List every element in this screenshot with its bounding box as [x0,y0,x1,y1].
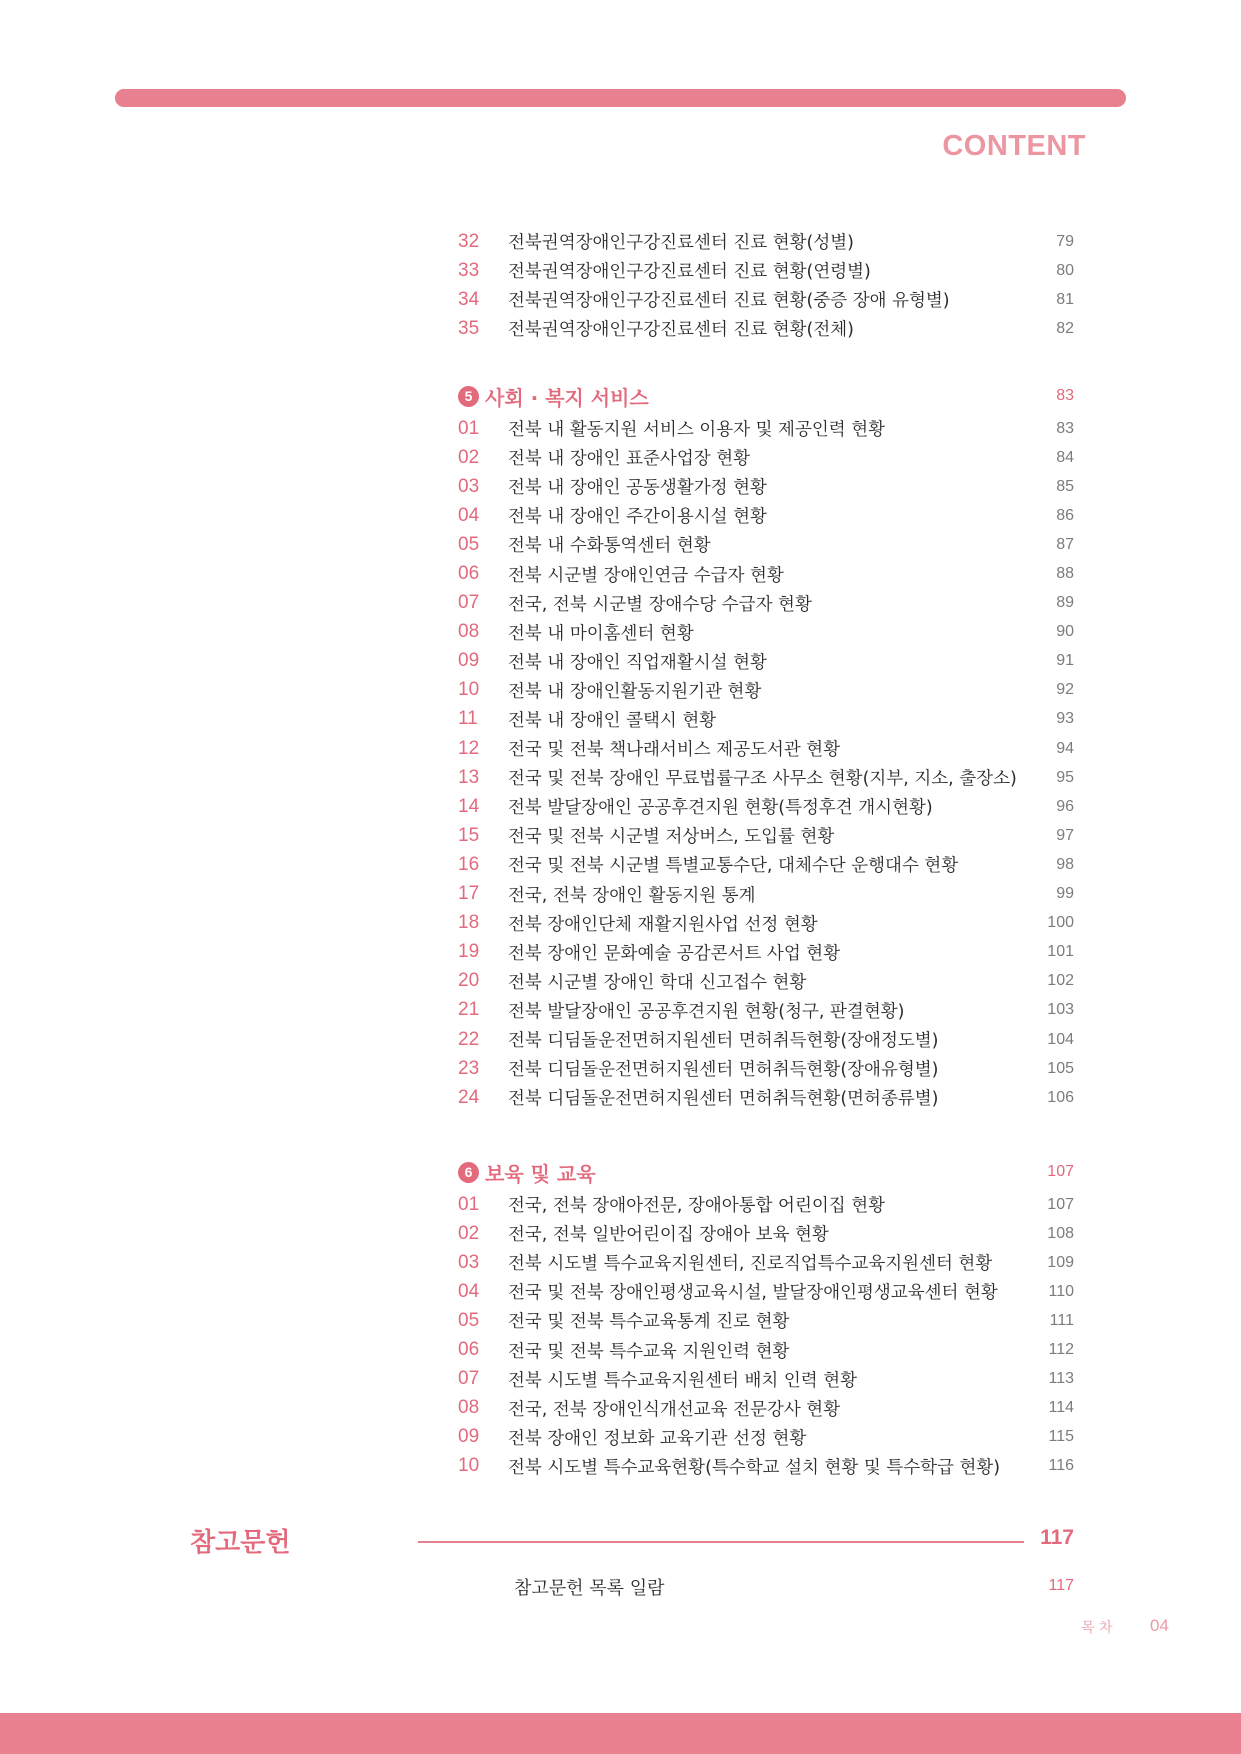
toc-entry-title: 전국 및 전북 시군별 저상버스, 도입률 현황 [508,827,835,848]
toc-entry[interactable] [458,763,1074,792]
toc-entry-page: 113 [1048,1370,1074,1388]
toc-entry-number: 06 [458,1339,480,1361]
toc-entry[interactable] [458,285,1074,314]
toc-entry-number: 03 [458,1251,480,1273]
references-heading[interactable]: 참고문헌 [190,1528,291,1558]
toc-entry-title: 전국, 전북 장애아전문, 장애아통합 어린이집 현황 [508,1196,886,1217]
toc-entry-page: 97 [1056,826,1074,844]
toc-entry-title: 전북 장애인 문화예술 공감콘서트 사업 현황 [508,943,841,964]
toc-entry[interactable] [458,1190,1074,1219]
toc-entry-title: 전북권역장애인구강진료센터 진료 현황(전체) [508,320,854,341]
toc-entry-page: 84 [1056,448,1074,466]
toc-entry-title: 전북 디딤돌운전면허지원센터 면허취득현황(장애유형별) [508,1060,939,1081]
toc-entry-number: 02 [458,446,480,468]
toc-entry-title: 전북 내 활동지원 서비스 이용자 및 제공인력 현황 [508,420,886,441]
toc-entry[interactable] [458,530,1074,559]
toc-entry-number: 23 [458,1057,480,1079]
toc-entry[interactable] [458,880,1074,909]
toc-entry-number: 19 [458,941,480,963]
toc-entry-page: 87 [1056,535,1074,553]
toc-entry-number: 34 [458,288,480,310]
toc-entry-page: 116 [1048,1457,1074,1475]
toc-entry-page: 114 [1048,1399,1074,1417]
toc-entry-title: 전북 발달장애인 공공후견지원 현황(특정후견 개시현황) [508,798,933,819]
toc-entry[interactable] [458,1452,1074,1481]
toc-entry-number: 33 [458,259,480,281]
toc-section-5 [458,378,1074,1112]
toc-entry-number: 01 [458,417,480,439]
toc-entry-number: 24 [458,1086,480,1108]
toc-entry[interactable] [458,472,1074,501]
toc-entry-title: 전국 및 전북 장애인평생교육시설, 발달장애인평생교육센터 현황 [508,1283,998,1304]
toc-entry-number: 03 [458,475,480,497]
toc-entry-title: 전북권역장애인구강진료센터 진료 현황(중증 장애 유형별) [508,291,950,312]
toc-entry[interactable] [458,1306,1074,1335]
toc-entry[interactable] [458,1083,1074,1112]
toc-entry[interactable] [458,443,1074,472]
toc-entry-number: 08 [458,1397,480,1419]
toc-entry-title: 전북 시도별 특수교육지원센터 배치 인력 현황 [508,1370,858,1391]
toc-entry-number: 04 [458,504,480,526]
toc-entry[interactable] [458,996,1074,1025]
toc-entry[interactable] [458,414,1074,443]
toc-entry-page: 89 [1056,594,1074,612]
toc-entry[interactable] [458,1423,1074,1452]
toc-entry-title: 전북 디딤돌운전면허지원센터 면허취득현황(면허종류별) [508,1089,939,1110]
toc-entry-page: 107 [1047,1195,1074,1213]
toc-entry-page: 88 [1056,565,1074,583]
toc-entry-page: 96 [1056,797,1074,815]
toc-entry-page: 79 [1056,232,1074,250]
toc-group-top [458,227,1074,343]
section-title: 사회 · 복지 서비스 [485,385,649,410]
toc-entry-number: 22 [458,1028,480,1050]
toc-entry-page: 91 [1056,652,1074,670]
toc-entry-number: 18 [458,912,480,934]
toc-entry-title: 전북 시군별 장애인연금 수급자 현황 [508,565,784,586]
toc-entry-number: 32 [458,230,480,252]
toc-entry[interactable] [458,676,1074,705]
toc-entry-title: 전북 시군별 장애인 학대 신고접수 현황 [508,972,807,993]
section-heading[interactable] [458,378,1074,414]
toc-entry-number: 12 [458,737,480,759]
section-item-list [458,1190,1074,1481]
toc-entry[interactable] [458,909,1074,938]
toc-entry-number: 13 [458,766,480,788]
toc-entry[interactable] [458,821,1074,850]
toc-entry-page: 85 [1056,477,1074,495]
toc-entry-number: 21 [458,999,480,1021]
toc-entry-page: 106 [1047,1088,1074,1106]
toc-entry-number: 35 [458,317,480,339]
toc-entry-title: 전북 장애인단체 재활지원사업 선정 현황 [508,914,818,935]
toc-entry[interactable] [458,589,1074,618]
references-list-item[interactable]: 참고문헌 목록 일람 [514,1578,665,1599]
toc-entry-number: 10 [458,679,480,701]
toc-entry[interactable] [458,938,1074,967]
page-title: CONTENT [942,130,1086,162]
toc-entry-number: 01 [458,1193,480,1215]
toc-entry-page: 99 [1056,885,1074,903]
toc-entry-number: 06 [458,563,480,585]
toc-entry-title: 전북 장애인 정보화 교육기관 선정 현황 [508,1428,807,1449]
toc-entry[interactable] [458,618,1074,647]
top-decorative-bar [115,89,1126,107]
toc-entry[interactable] [458,734,1074,763]
toc-entry-title: 전북 디딤돌운전면허지원센터 면허취득현황(장애정도별) [508,1031,939,1052]
toc-entry-page: 101 [1047,943,1074,961]
toc-entry-page: 115 [1048,1428,1074,1446]
toc-entry[interactable] [458,1394,1074,1423]
toc-entry-page: 80 [1056,261,1074,279]
toc-entry-title: 전국 및 전북 장애인 무료법률구조 사무소 현황(지부, 지소, 출장소) [508,769,1017,790]
toc-entry-page: 110 [1048,1282,1074,1300]
toc-entry-page: 81 [1056,290,1074,308]
toc-entry[interactable] [458,705,1074,734]
toc-entry-page: 109 [1047,1253,1074,1271]
toc-entry-number: 07 [458,592,480,614]
references-list-item-page: 117 [1048,1577,1074,1594]
toc-entry-title: 전북 내 마이홈센터 현황 [508,623,694,644]
toc-entry-title: 전북 내 장애인 주간이용시설 현황 [508,507,767,528]
toc-entry-page: 111 [1049,1311,1074,1329]
toc-entry[interactable] [458,1277,1074,1306]
toc-entry[interactable] [458,792,1074,821]
toc-entry-number: 11 [458,708,478,730]
toc-entry-number: 15 [458,824,480,846]
toc-entry-page: 94 [1056,739,1074,757]
toc-entry-title: 전국 및 전북 특수교육 지원인력 현황 [508,1341,790,1362]
toc-entry-number: 09 [458,650,480,672]
footer-page-number: 04 [1150,1616,1169,1635]
toc-entry-number: 08 [458,621,480,643]
toc-entry-number: 05 [458,1309,480,1331]
toc-entry-number: 02 [458,1222,480,1244]
toc-entry-page: 98 [1056,855,1074,873]
toc-entry-page: 108 [1047,1224,1074,1242]
toc-entry-title: 전북 내 장애인활동지원기관 현황 [508,681,762,702]
toc-section-6 [458,1154,1074,1481]
toc-entry-title: 전국 및 전북 책나래서비스 제공도서관 현황 [508,740,841,761]
toc-entry-page: 95 [1056,768,1074,786]
toc-entry[interactable] [458,850,1074,879]
toc-entry-title: 전북 시도별 특수교육지원센터, 진로직업특수교육지원센터 현황 [508,1254,993,1275]
toc-entry[interactable] [458,967,1074,996]
toc-entry-number: 14 [458,795,480,817]
toc-entry-title: 전북 시도별 특수교육현황(특수학교 설치 현황 및 특수학급 현황) [508,1457,1001,1478]
section-number-badge: 5 [458,386,479,407]
toc-entry[interactable] [458,256,1074,285]
toc-entry-page: 92 [1056,681,1074,699]
section-number-badge: 6 [458,1162,479,1183]
toc-entry-number: 09 [458,1426,480,1448]
references-page-number: 117 [1040,1526,1074,1549]
toc-entry-page: 82 [1056,319,1074,337]
toc-entry-title: 전북 내 장애인 공동생활가정 현황 [508,478,767,499]
toc-entry[interactable] [458,647,1074,676]
toc-entry-title: 전국 및 전북 시군별 특별교통수단, 대체수단 운행대수 현황 [508,856,959,877]
toc-entry-title: 전북 내 장애인 콜택시 현황 [508,710,717,731]
toc-entry-title: 전북권역장애인구강진료센터 진료 현황(연령별) [508,262,871,283]
section-page-number: 83 [1056,387,1074,404]
toc-entry-title: 전북 내 장애인 직업재활시설 현황 [508,652,767,673]
toc-entry-number: 16 [458,853,480,875]
toc-entry-title: 전북권역장애인구강진료센터 진료 현황(성별) [508,233,854,254]
toc-entry-page: 102 [1047,972,1074,990]
toc-entry[interactable] [458,501,1074,530]
toc-entry-title: 전북 발달장애인 공공후견지원 현황(청구, 판결현황) [508,1001,905,1022]
toc-entry[interactable] [458,559,1074,588]
toc-entry-page: 104 [1047,1030,1074,1048]
bottom-decorative-bar [0,1713,1241,1754]
toc-entry-title: 전국 및 전북 특수교육통계 진로 현황 [508,1312,790,1333]
toc-entry-title: 전국, 전북 장애인식개선교육 전문강사 현황 [508,1399,841,1420]
toc-entry-page: 93 [1056,710,1074,728]
toc-entry-page: 103 [1047,1001,1074,1019]
toc-entry-title: 전국, 전북 장애인 활동지원 통계 [508,885,756,906]
toc-entry-number: 05 [458,533,480,555]
section-page-number: 107 [1047,1163,1074,1180]
toc-entry[interactable] [458,1219,1074,1248]
toc-entry-number: 10 [458,1455,480,1477]
toc-entry[interactable] [458,227,1074,256]
toc-entry[interactable] [458,1365,1074,1394]
toc-entry-title: 전북 내 장애인 표준사업장 현황 [508,449,751,470]
toc-entry-title: 전국, 전북 시군별 장애수당 수급자 현황 [508,594,812,615]
footer-label: 목 차 [1081,1620,1113,1636]
toc-entry[interactable] [458,1054,1074,1083]
toc-entry[interactable] [458,1025,1074,1054]
toc-entry-page: 100 [1047,914,1074,932]
toc-entry-page: 86 [1056,506,1074,524]
toc-entry-number: 07 [458,1368,480,1390]
toc-entry[interactable] [458,314,1074,343]
toc-entry-page: 90 [1056,623,1074,641]
section-title: 보육 및 교육 [485,1161,596,1186]
toc-entry-number: 20 [458,970,480,992]
section-item-list [458,414,1074,1112]
toc-entry-page: 105 [1047,1059,1074,1077]
section-heading[interactable] [458,1154,1074,1190]
references-divider [418,1541,1024,1543]
toc-entry-page: 83 [1056,419,1074,437]
toc-entry-number: 17 [458,883,480,905]
toc-entry[interactable] [458,1248,1074,1277]
toc-entry-title: 전북 내 수화통역센터 현황 [508,536,711,557]
toc-entry-number: 04 [458,1280,480,1302]
toc-entry-title: 전국, 전북 일반어린이집 장애아 보육 현황 [508,1225,829,1246]
toc-entry-page: 112 [1048,1341,1074,1359]
toc-entry[interactable] [458,1335,1074,1364]
